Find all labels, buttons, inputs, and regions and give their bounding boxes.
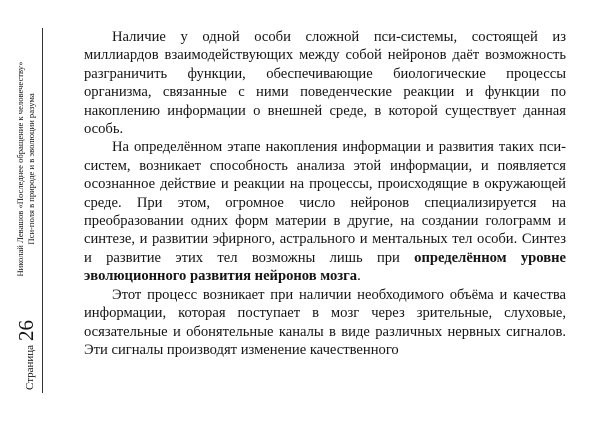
paragraph-3-text: Этот процесс возникает при наличии необходимого объёма и качества информации, которая поступает в мозг через зрительные, слуховые, осязательные и обонятельные каналы в виде различных нервных сигналов. Эти сигналы производят изменение качественного [84,286,566,358]
paragraph-2-end: . [357,268,361,285]
paragraph-1-text: Наличие у одной особи сложной пси-системы, состоящей из миллиардов взаимодействующих между собой нейронов даёт возможность разграничить функции, обеспечивающие биологические процессы организма, связанные с ними поведенческие реакции и функции по накоплению информации о внешней среде, в которой существует данная особь. [84,29,566,138]
paragraph-2-text: На определённом этапе накопления информации и развития таких пси-систем, возникает способность анализа этой информации, и появляется осознанное действие и реакции на процессы, происходящие в окружающей среде. При этом, огромное число нейронов специализируется на преобразовании одних форм материи в другие, на создании голограмм и синтезе, и развитии эфирного, астрального и ментальных тел особи. Синтез и развитие этих тел возможны лишь при [84,139,566,266]
book-title [15,28,37,310]
paragraph-1 [84,28,566,138]
side-header [6,28,46,392]
side-divider [42,28,43,393]
side-margin [6,28,46,392]
book-title-line-1: Николай Левашов «Последнее обращение к человечеству» [15,61,25,277]
page-label: Страница [23,344,36,390]
book-title-line-2: Пси-поля в природе и в эволюции разума [26,93,36,245]
paragraph-2-emphasis: определённом уровне эволюционного развития нейронов мозга [84,249,567,285]
paragraph-2 [84,138,566,285]
body-text [84,28,566,359]
paragraph-3 [84,286,566,360]
page-indicator [13,319,38,390]
page-number: 26 [13,319,38,341]
